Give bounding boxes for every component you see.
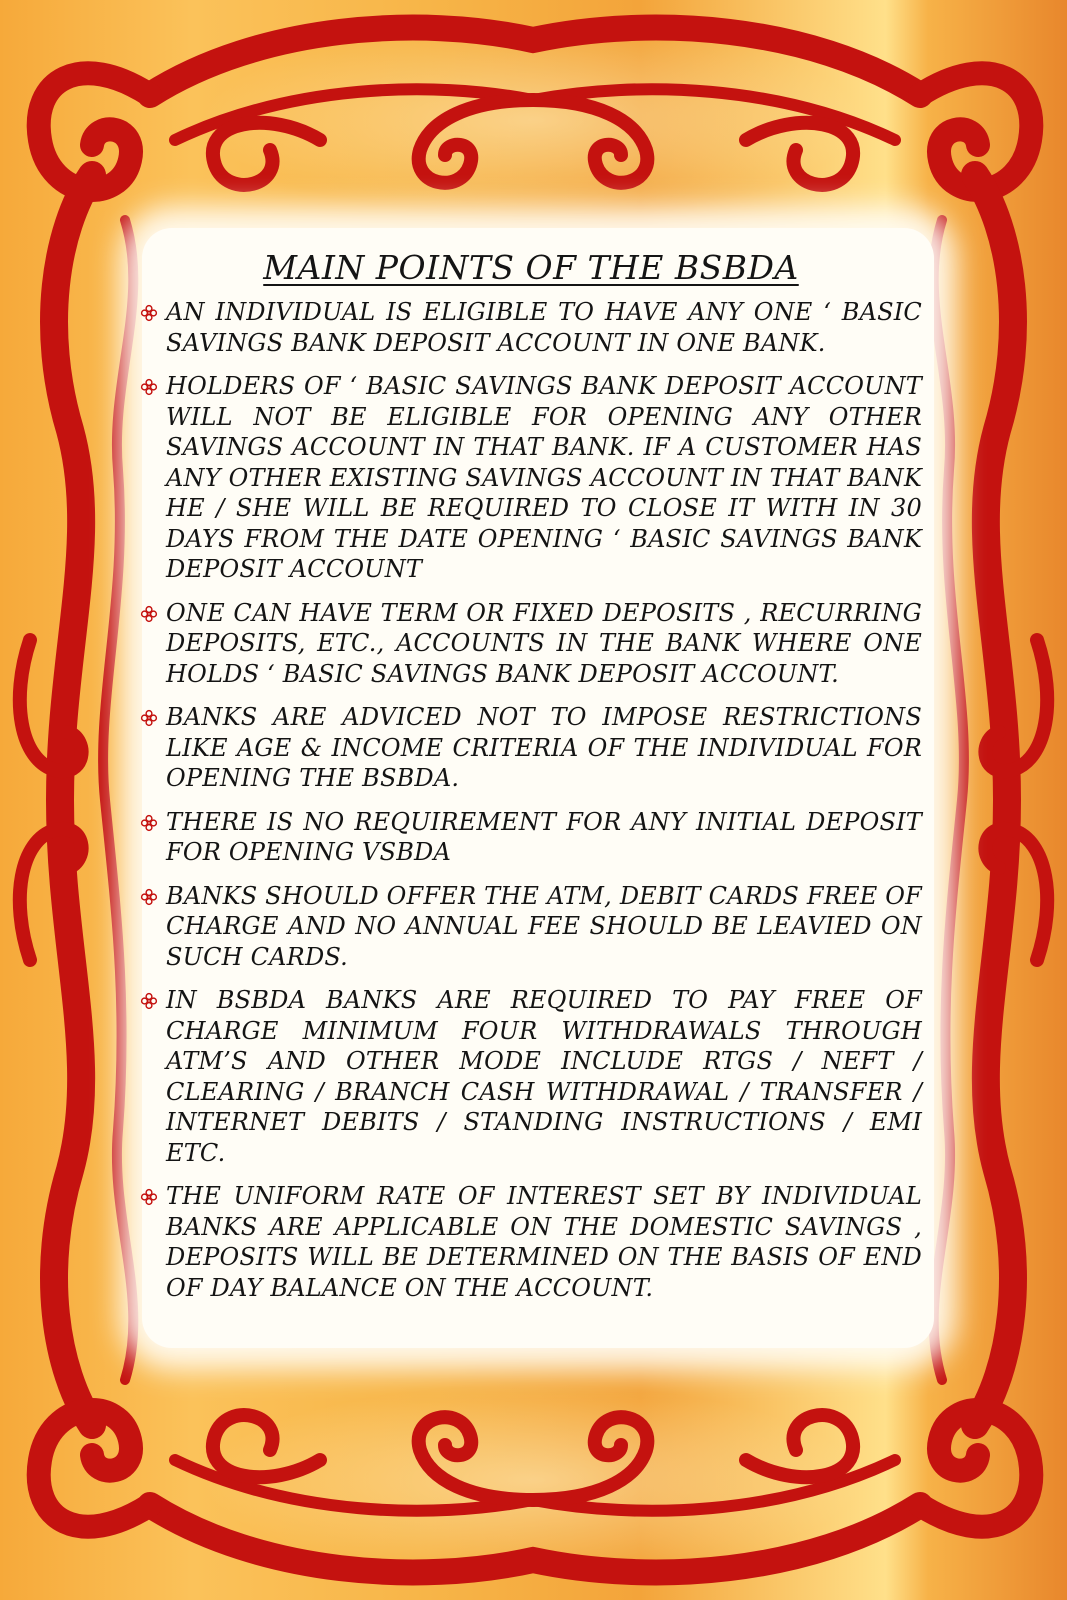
flower-bullet-icon	[140, 304, 158, 322]
poster-title: MAIN POINTS OF THE BSBDA	[263, 248, 799, 287]
list-item	[140, 1181, 922, 1303]
point-text: IN BSBDA BANKS ARE REQUIRED TO PAY FREE OF CHARGE MINIMUM FOUR WITHDRAWALS THROUGH ATM’S AND OTHER MODE INCLUDE RTGS / NEFT / CLEARING / BRANCH CASH WITHDRAWAL / TRANSFER / INTERNET DEBITS / STANDING INSTRUCTIONS / EMI ETC.	[166, 986, 922, 1167]
flower-bullet-icon	[140, 378, 158, 396]
list-item	[140, 297, 922, 358]
left-scroll-band	[20, 175, 134, 1425]
flower-bullet-icon	[140, 709, 158, 727]
list-item	[140, 985, 922, 1168]
list-item	[140, 702, 922, 794]
list-item	[140, 807, 922, 868]
point-text: THE UNIFORM RATE OF INTEREST SET BY INDIVIDUAL BANKS ARE APPLICABLE ON THE DOMESTIC SAVINGS , DEPOSITS WILL BE DETERMINED ON THE BASIS OF END OF DAY BALANCE ON THE ACCOUNT.	[166, 1182, 922, 1302]
point-text: ONE CAN HAVE TERM OR FIXED DEPOSITS , RECURRING DEPOSITS, ETC., ACCOUNTS IN THE BANK WHERE ONE HOLDS ‘ BASIC SAVINGS BANK DEPOSIT ACCOUNT.	[166, 598, 922, 688]
list-item	[140, 598, 922, 690]
points-list	[140, 297, 922, 1303]
flower-bullet-icon	[140, 992, 158, 1010]
point-text: BANKS ARE ADVICED NOT TO IMPOSE RESTRICTIONS LIKE AGE & INCOME CRITERIA OF THE INDIVIDUAL FOR OPENING THE BSBDA.	[166, 703, 922, 792]
point-text: AN INDIVIDUAL IS ELIGIBLE TO HAVE ANY ONE ‘ BASIC SAVINGS BANK DEPOSIT ACCOUNT IN ONE BANK.	[166, 298, 922, 357]
flower-bullet-icon	[140, 814, 158, 832]
flower-bullet-icon	[140, 1188, 158, 1206]
flower-bullet-icon	[140, 888, 158, 906]
right-scroll-band	[934, 175, 1048, 1425]
point-text: THERE IS NO REQUIREMENT FOR ANY INITIAL DEPOSIT FOR OPENING VSBDA	[166, 807, 922, 866]
list-item	[140, 371, 922, 585]
point-text: BANKS SHOULD OFFER THE ATM, DEBIT CARDS FREE OF CHARGE AND NO ANNUAL FEE SHOULD BE LEAVIED ON SUCH CARDS.	[166, 881, 922, 971]
point-text: HOLDERS OF ‘ BASIC SAVINGS BANK DEPOSIT ACCOUNT WILL NOT BE ELIGIBLE FOR OPENING ANY OTHER SAVINGS ACCOUNT IN THAT BANK. IF A CUSTOMER HAS ANY OTHER EXISTING SAVINGS ACCOUNT IN THAT BANK HE / SHE WILL BE REQUIRED TO CLOSE IT WITH IN 30 DAYS FROM THE DATE OPENING ‘ BASIC SAVINGS BANK DEPOSIT ACCOUNT	[166, 372, 922, 583]
list-item	[140, 881, 922, 973]
flower-bullet-icon	[140, 605, 158, 623]
content-area	[140, 248, 922, 1328]
